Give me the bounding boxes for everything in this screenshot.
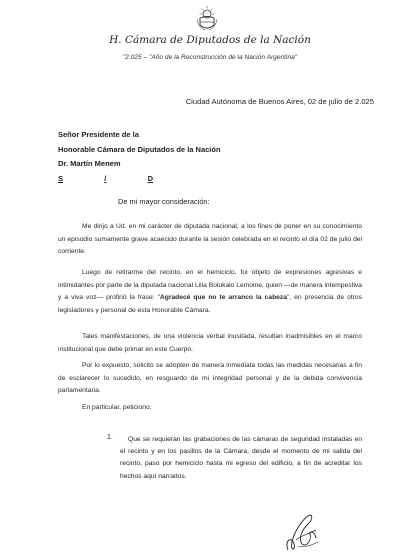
quoted-phrase: Agradecé que no te arranco la cabeza [159,294,287,302]
year-motto: "2.025 – "Año de la Reconstrucción de la Nación Argentina" [122,54,298,61]
paragraph-2-text-after: ", en presencia de otros legisladores y personal de esta Honorable Cámara. [58,294,362,315]
recipient-line-1: Señor Presidente de la [58,130,139,139]
request-item-text: Que se requieran las grabaciones de las cámaras de seguridad instaladas en el recinto y en los pasillos de la Cámara, desde el momento de mi salida del recinto, paso por hemiciclo hasta mi egreso del edificio, a fin de acreditar los hechos aquí narrados. [120,436,362,480]
recipient-line-3: Dr. Martín Menem [58,159,121,168]
sid-d: D [147,173,153,183]
paragraph-5-text: En particular, peticiono: [82,404,152,411]
paragraph-1 [58,221,362,259]
paragraph-4-text: Por lo expuesto, solicito se adopten de manera inmediata todas las medidas necesarias a fin de esclarecer lo sucedido, en resguardo de mi integridad personal y de la debida convivencia parlamentaria. [58,362,362,395]
recipient-line-2: Honorable Cámara de Diputados de la Nación [58,144,221,154]
paragraph-1-text: Me dirijo a Ud. en mi carácter de diputada nacional, a los fines de poner en su conocimiento un episodio sumamente grave acaecido durante la sesión celebrada en el recinto el día 02 de julio del corriente. [58,223,362,256]
request-item-number: 1. [107,434,113,441]
paragraph-3-text: Tales manifestaciones, de una violencia verbal inusitada, resultan inadmisibles en el marco institucional que debe primar en este Cuerpo. [58,333,362,353]
paragraph-4 [58,360,362,398]
paragraph-2 [58,267,362,318]
place-date: Ciudad Autónoma de Buenos Aires, 02 de julio de 2.025 [185,97,374,106]
sid-line [58,172,153,187]
sid-s: S [58,173,64,183]
recipient-block [58,128,221,186]
sid-slash: / [104,173,107,183]
handwritten-signature-icon [282,510,322,554]
national-coat-of-arms-icon [193,4,221,32]
paragraph-2-text-before: Luego de retirarme del recinto, en el hemiciclo, fui objeto de expresiones agresivas e intimidantes por parte de la diputada nacional Lilia Bolukalo Lemoine, quien —de manera intempestiva y a viva voz— profirió la frase: " [58,269,362,302]
paragraph-5 [58,402,362,415]
paragraph-3 [58,331,362,356]
chamber-name-header: H. Cámara de Diputados de la Nación [109,34,311,46]
greeting: De mi mayor consideración: [118,197,210,206]
